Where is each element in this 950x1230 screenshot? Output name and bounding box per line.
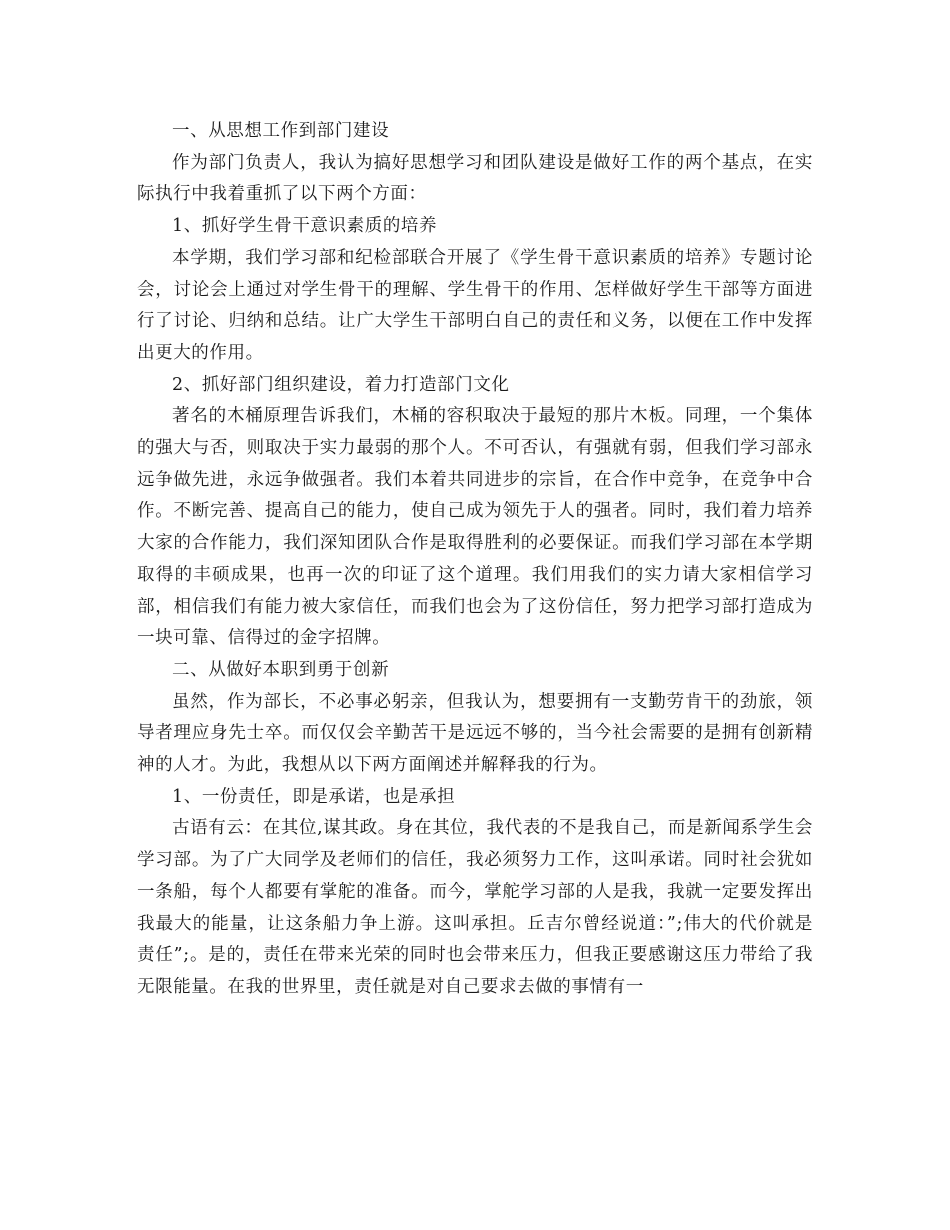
paragraph-1-1: 本学期，我们学习部和纪检部联合开展了《学生骨干意识素质的培养》专题讨论会，讨论会上通过对学生骨干的理解、学生骨干的作用、怎样做好学生干部等方面进行了讨论、归纳和总结。让广大学生干部明白自己的责任和义务，以便在工作中发挥出更大的作用。 bbox=[137, 247, 813, 363]
subheading-2-1: 1、一份责任，即是承诺，也是承担 bbox=[172, 786, 456, 807]
paragraph-1-2: 著名的木桶原理告诉我们，木桶的容积取决于最短的那片木板。同理，一个集体的强大与否，则取决于实力最弱的那个人。不可否认，有强就有弱，但我们学习部永远争做先进，永远争做强者。我们本着共同进步的宗旨，在合作中竞争，在竞争中合作。不断完善、提高自己的能力，使自己成为领先于人的强者。同时，我们着力培养大家的合作能力，我们深知团队合作是取得胜利的必要保证。而我们学习部在本学期取得的丰硕成果，也再一次的印证了这个道理。我们用我们的实力请大家相信学习部，相信我们有能力被大家信任，而我们也会为了这份信任，努力把学习部打造成为一块可靠、信得过的金字招牌。 bbox=[137, 406, 813, 649]
subheading-1-2: 2、抓好部门组织建设，着力打造部门文化 bbox=[172, 374, 510, 395]
paragraph-intro: 作为部门负责人，我认为搞好思想学习和团队建设是做好工作的两个基点，在实际执行中我着重抓了以下两个方面： bbox=[137, 152, 813, 205]
subheading-1-1: 1、抓好学生骨干意识素质的培养 bbox=[172, 216, 438, 237]
paragraph-2-1: 古语有云：在其位,谋其政。身在其位，我代表的不是我自己，而是新闻系学生会学习部。为了广大同学及老师们的信任，我必须努力工作，这叫承诺。同时社会犹如一条船，每个人都要有掌舵的准备。而今，掌舵学习部的人是我，我就一定要发挥出我最大的能量，让这条船力争上游。这叫承担。丘吉尔曾经说道：”;伟大的代价就是责任”;。是的，责任在带来光荣的同时也会带来压力，但我正要感谢这压力带给了我无限能量。在我的世界里，责任就是对自己要求去做的事情有一 bbox=[137, 818, 813, 997]
heading-section-1: 一、从思想工作到部门建设 bbox=[172, 121, 390, 141]
paragraph-section-2: 虽然，作为部长，不必事必躬亲，但我认为，想要拥有一支勤劳肯干的劲旅，领导者理应身先士卒。而仅仅会辛勤苦干是远远不够的，当今社会需要的是拥有创新精神的人才。为此，我想从以下两方面阐述并解释我的行为。 bbox=[137, 691, 813, 776]
heading-section-2: 二、从做好本职到勇于创新 bbox=[172, 659, 390, 680]
document-body bbox=[137, 116, 813, 1004]
